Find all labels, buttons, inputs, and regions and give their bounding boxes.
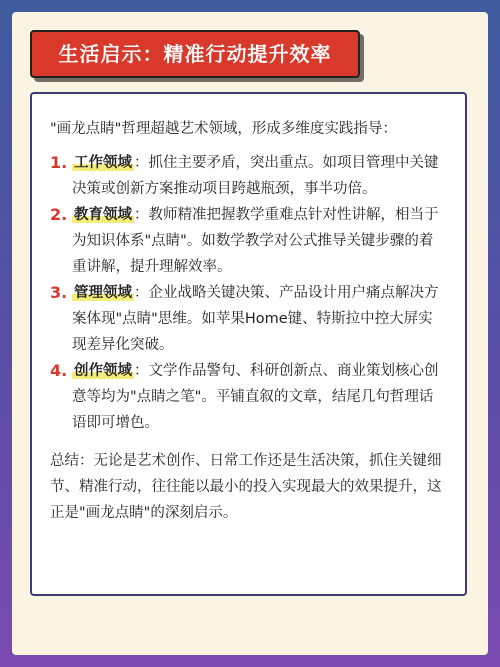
list-item-creation [50,358,447,436]
item-title: 工作领域 [74,155,132,171]
summary-text: 总结：无论是艺术创作、日常工作还是生活决策，抓住关键细节、精准行动，往往能以最小的投入实现最大的效果提升，这正是"画龙点睛"的深刻启示。 [50,453,442,521]
item-body: 企业战略关键决策、产品设计用户痛点解决方案体现"点睛"思维。如苹果Home键、特斯拉中控大屏实现差异化突破。 [72,285,439,353]
content-card [30,92,467,596]
item-body: 教师精准把握教学重难点针对性讲解，相当于为知识体系"点睛"。如数学教学对公式推导关键步骤的着重讲解，提升理解效率。 [72,207,439,275]
item-number: 3. [50,283,68,302]
intro-text: "画龙点睛"哲理超越艺术领域，形成多维度实践指导： [50,121,397,137]
item-separator: ： [134,155,149,171]
item-separator: ： [134,363,149,379]
item-separator: ： [134,285,149,301]
item-number: 2. [50,205,68,224]
list-item-work [50,150,447,202]
item-number: 4. [50,361,68,380]
list-item-management [50,280,447,358]
item-title: 教育领域 [74,207,132,223]
item-body: 文学作品警句、科研创新点、商业策划核心创意等均为"点睛之笔"。平铺直叙的文章，结尾几句哲理话语即可增色。 [72,363,439,431]
list-item-education [50,202,447,280]
page-title: 生活启示：精准行动提升效率 [30,30,360,78]
item-number: 1. [50,153,68,172]
item-title: 创作领域 [74,363,132,379]
item-body: 抓住主要矛盾，突出重点。如项目管理中关键决策或创新方案推动项目跨越瓶颈，事半功倍。 [72,155,439,197]
item-title: 管理领域 [74,285,132,301]
item-separator: ： [134,207,149,223]
